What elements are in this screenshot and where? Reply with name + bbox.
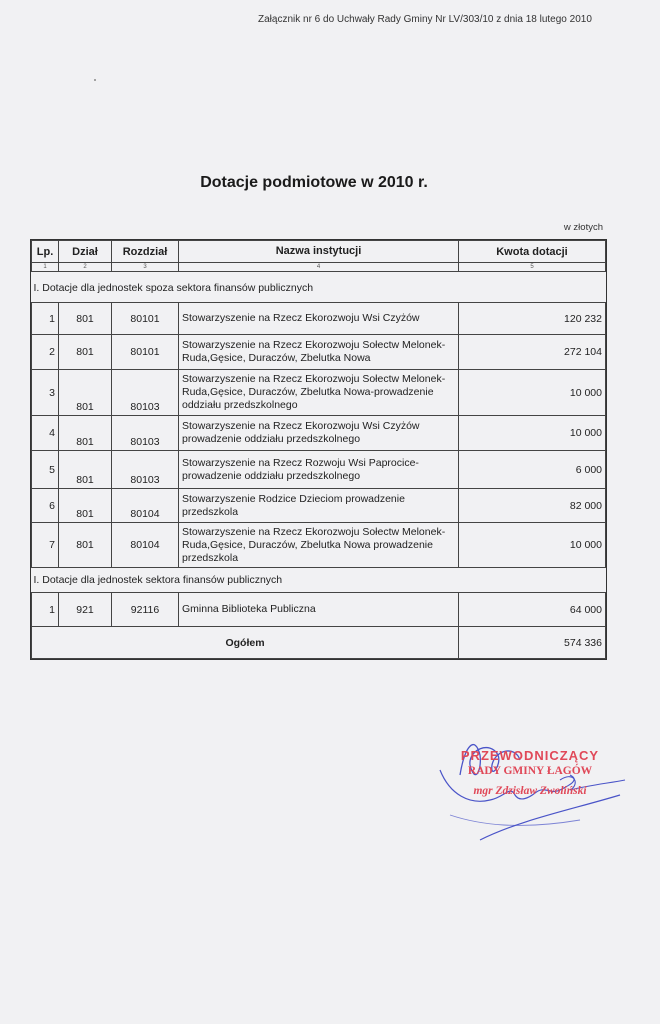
cell-rozdzial: 80101 — [112, 303, 179, 335]
table-row — [32, 416, 606, 451]
cell-lp: 3 — [32, 370, 59, 416]
subsidy-table — [30, 239, 607, 660]
document-title: Dotacje podmiotowe w 2010 r. — [200, 174, 428, 191]
header-kwota: Kwota dotacji — [459, 241, 606, 263]
cell-lp: 1 — [32, 593, 59, 627]
cell-lp: 5 — [32, 451, 59, 489]
stamp-council: RADY GMINY ŁAGÓW — [467, 765, 593, 777]
cell-nazwa: Stowarzyszenie na Rzecz Ekorozwoju Sołectw Melonek-Ruda,Gęsice, Duraczów, Zbelutka Nowa — [179, 335, 459, 370]
header-dzial: Dział — [59, 241, 112, 263]
cell-rozdzial: 80104 — [112, 489, 179, 523]
column-number-row — [32, 263, 606, 272]
cell-dzial: 801 — [59, 489, 112, 523]
cell-rozdzial: 80103 — [112, 416, 179, 451]
cell-lp: 7 — [32, 523, 59, 568]
cell-dzial: 921 — [59, 593, 112, 627]
table-row — [32, 335, 606, 370]
column-number: 4 — [179, 263, 459, 272]
cell-kwota: 10 000 — [459, 523, 606, 568]
header-lp: Lp. — [32, 241, 59, 263]
cell-kwota: 82 000 — [459, 489, 606, 523]
column-number: 1 — [32, 263, 59, 272]
section-row — [32, 568, 606, 593]
cell-kwota: 10 000 — [459, 370, 606, 416]
cell-nazwa: Stowarzyszenie Rodzice Dzieciom prowadzenie przedszkola — [179, 489, 459, 523]
cell-nazwa: Stowarzyszenie na Rzecz Rozwoju Wsi Paprocice-prowadzenie oddziału przedszkolnego — [179, 451, 459, 489]
column-number: 2 — [59, 263, 112, 272]
table-row — [32, 489, 606, 523]
table-row — [32, 523, 606, 568]
section-row — [32, 272, 606, 303]
stamp-title: PRZEWODNICZĄCY — [460, 748, 600, 763]
cell-lp: 1 — [32, 303, 59, 335]
cell-rozdzial: 80101 — [112, 335, 179, 370]
cell-dzial: 801 — [59, 370, 112, 416]
header-rozdzial: Rozdział — [112, 241, 179, 263]
cell-dzial: 801 — [59, 303, 112, 335]
cell-nazwa: Stowarzyszenie na Rzecz Ekorozwoju Sołectw Melonek-Ruda,Gęsice, Duraczów, Zbelutka Nowa prowadzenie przedszkola — [179, 523, 459, 568]
cell-nazwa: Stowarzyszenie na Rzecz Ekorozwoju Sołectw Melonek-Ruda,Gęsice, Duraczów, Zbelutka Nowa-prowadzenie oddziału przedszkolnego — [179, 370, 459, 416]
cell-lp: 4 — [32, 416, 59, 451]
cell-dzial: 801 — [59, 451, 112, 489]
table-header-row — [32, 241, 606, 263]
total-value: 574 336 — [459, 627, 606, 659]
cell-dzial: 801 — [59, 416, 112, 451]
cell-lp: 2 — [32, 335, 59, 370]
cell-kwota: 10 000 — [459, 416, 606, 451]
cell-rozdzial: 80104 — [112, 523, 179, 568]
section-label: I. Dotacje dla jednostek sektora finansów publicznych — [32, 568, 606, 593]
cell-nazwa: Stowarzyszenie na Rzecz Ekorozwoju Wsi Czyżów prowadzenie oddziału przedszkolnego — [179, 416, 459, 451]
scan-speck — [94, 79, 96, 81]
cell-dzial: 801 — [59, 523, 112, 568]
cell-rozdzial: 80103 — [112, 370, 179, 416]
cell-kwota: 64 000 — [459, 593, 606, 627]
table-row — [32, 370, 606, 416]
cell-nazwa: Stowarzyszenie na Rzecz Ekorozwoju Wsi Czyżów — [179, 303, 459, 335]
unit-label: w złotych — [563, 222, 603, 233]
cell-kwota: 272 104 — [459, 335, 606, 370]
table-row — [32, 303, 606, 335]
official-stamp — [440, 748, 620, 797]
table-row — [32, 593, 606, 627]
total-label: Ogółem — [32, 627, 459, 659]
table-row — [32, 451, 606, 489]
header-nazwa: Nazwa instytucji — [179, 241, 459, 263]
section-label: I. Dotacje dla jednostek spoza sektora finansów publicznych — [32, 272, 606, 303]
cell-kwota: 120 232 — [459, 303, 606, 335]
cell-dzial: 801 — [59, 335, 112, 370]
cell-rozdzial: 80103 — [112, 451, 179, 489]
cell-rozdzial: 92116 — [112, 593, 179, 627]
column-number: 5 — [459, 263, 606, 272]
column-number: 3 — [112, 263, 179, 272]
cell-nazwa: Gminna Biblioteka Publiczna — [179, 593, 459, 627]
total-row — [32, 627, 606, 659]
cell-lp: 6 — [32, 489, 59, 523]
stamp-name: mgr Zdzisław Zwoliński — [473, 785, 587, 797]
attachment-note: Załącznik nr 6 do Uchwały Rady Gminy Nr LV/303/10 z dnia 18 lutego 2010 — [258, 14, 592, 25]
cell-kwota: 6 000 — [459, 451, 606, 489]
